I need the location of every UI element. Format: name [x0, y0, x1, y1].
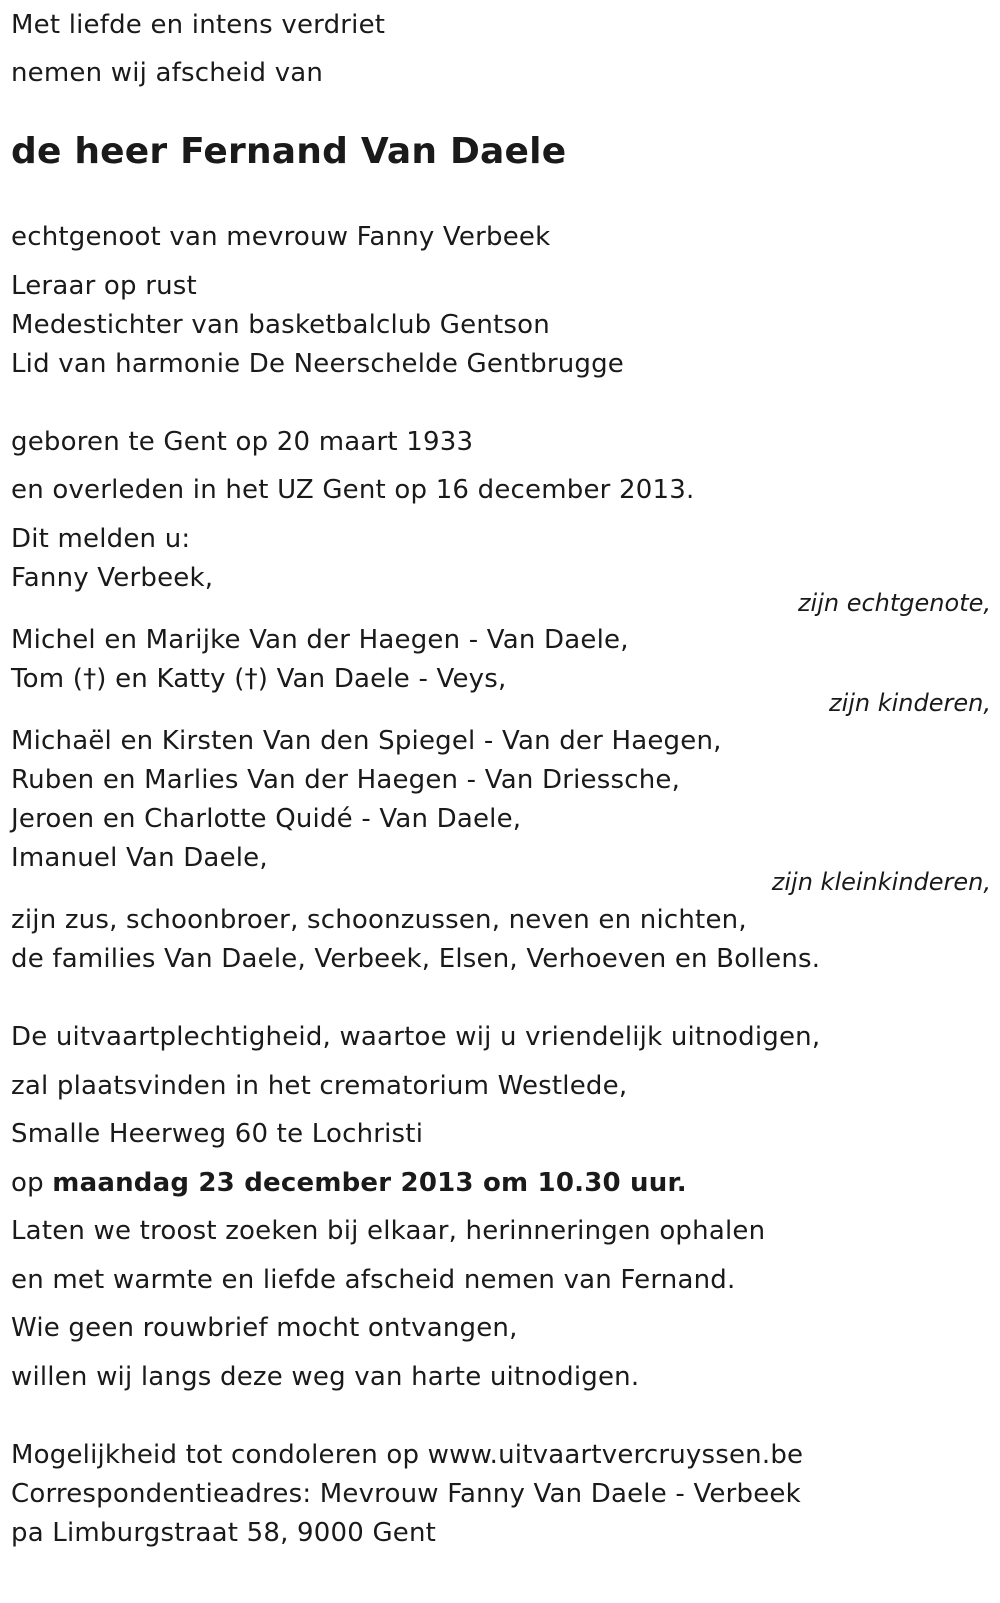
closing-line-3: Wie geen rouwbrief mocht ontvangen,	[11, 1313, 518, 1343]
ceremony-date-line	[11, 1167, 687, 1199]
bio-line-3: Lid van harmonie De Neerschelde Gentbrugge	[11, 349, 624, 379]
spouse-announcer: Fanny Verbeek,	[11, 563, 214, 593]
children-role: zijn kinderen,	[828, 689, 991, 717]
ceremony-date-prefix: op	[11, 1168, 44, 1198]
family-line-2: de families Van Daele, Verbeek, Elsen, Verhoeven en Bollens.	[11, 944, 821, 974]
closing-line-1: Laten we troost zoeken bij elkaar, herinneringen ophalen	[11, 1216, 766, 1246]
closing-line-4: willen wij langs deze weg van harte uitnodigen.	[11, 1362, 640, 1392]
condolences-line: Mogelijkheid tot condoleren op www.uitvaartvercruyssen.be	[11, 1440, 804, 1470]
correspondence-line: Correspondentieadres: Mevrouw Fanny Van Daele - Verbeek	[11, 1479, 801, 1509]
closing-line-2: en met warmte en liefde afscheid nemen van Fernand.	[11, 1265, 736, 1295]
address-line: pa Limburgstraat 58, 9000 Gent	[11, 1518, 437, 1548]
ceremony-line-3: Smalle Heerweg 60 te Lochristi	[11, 1119, 424, 1149]
family-line-1: zijn zus, schoonbroer, schoonzussen, neven en nichten,	[11, 905, 747, 935]
deceased-name: de heer Fernand Van Daele	[11, 131, 567, 172]
intro-line-2: nemen wij afscheid van	[11, 58, 324, 88]
ceremony-date: maandag 23 december 2013 om 10.30 uur.	[52, 1168, 687, 1198]
obituary-notice	[11, 0, 991, 1603]
spouse-line: echtgenoot van mevrouw Fanny Verbeek	[11, 222, 551, 252]
grandchild-line-2: Ruben en Marlies Van der Haegen - Van Driessche,	[11, 765, 681, 795]
died-line: en overleden in het UZ Gent op 16 december 2013.	[11, 475, 695, 505]
ceremony-line-1: De uitvaartplechtigheid, waartoe wij u vriendelijk uitnodigen,	[11, 1022, 821, 1052]
child-line-1: Michel en Marijke Van der Haegen - Van Daele,	[11, 625, 629, 655]
grandchild-line-1: Michaël en Kirsten Van den Spiegel - Van der Haegen,	[11, 726, 722, 756]
grandchild-line-3: Jeroen en Charlotte Quidé - Van Daele,	[11, 804, 522, 834]
announcers-intro: Dit melden u:	[11, 524, 191, 554]
bio-line-2: Medestichter van basketbalclub Gentson	[11, 310, 550, 340]
bio-line-1: Leraar op rust	[11, 271, 197, 301]
born-line: geboren te Gent op 20 maart 1933	[11, 427, 474, 457]
grandchildren-role: zijn kleinkinderen,	[771, 868, 991, 896]
grandchild-line-4: Imanuel Van Daele,	[11, 843, 268, 873]
ceremony-line-2: zal plaatsvinden in het crematorium Westlede,	[11, 1071, 628, 1101]
intro-line-1: Met liefde en intens verdriet	[11, 10, 386, 40]
child-line-2: Tom (†) en Katty (†) Van Daele - Veys,	[11, 664, 507, 694]
spouse-role: zijn echtgenote,	[797, 589, 991, 617]
